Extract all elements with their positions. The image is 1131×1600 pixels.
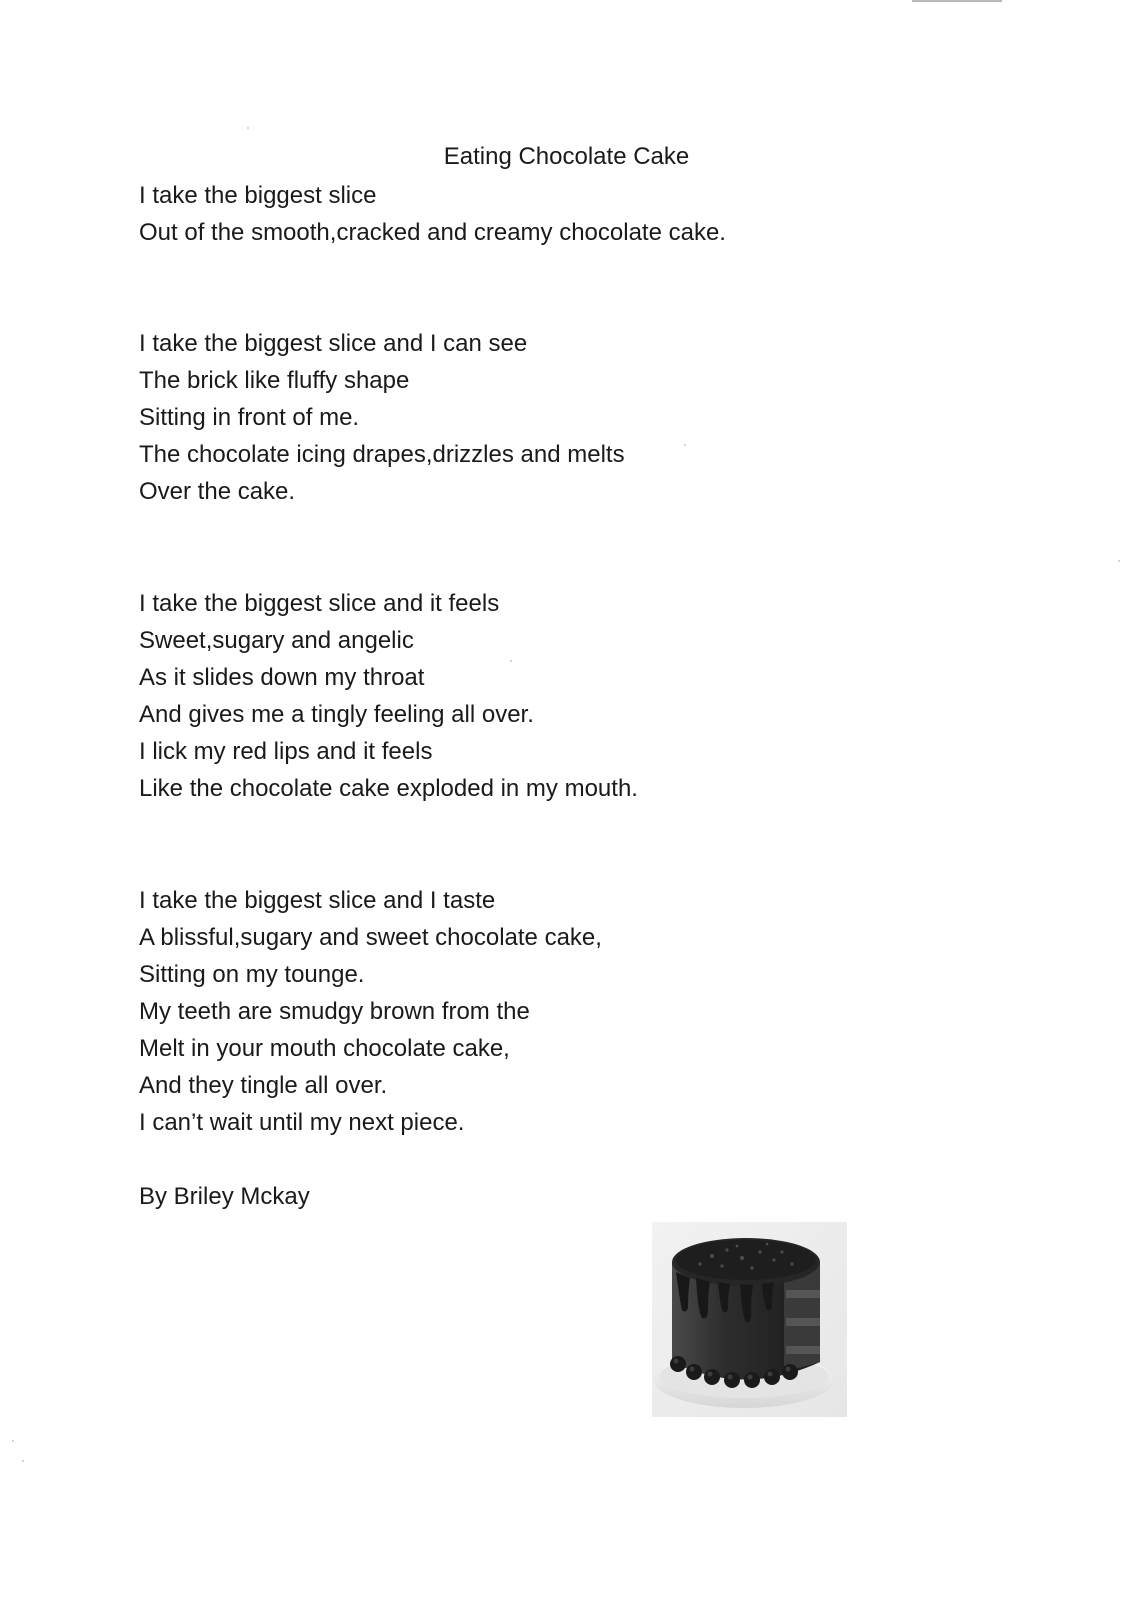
poem-line: Out of the smooth,cracked and creamy chocolate cake. bbox=[139, 219, 726, 246]
poem-line: And they tingle all over. bbox=[139, 1072, 388, 1099]
poem-line: Sitting in front of me. bbox=[139, 404, 360, 431]
poem-stanza-1 bbox=[139, 177, 899, 251]
poem-line: The brick like fluffy shape bbox=[139, 367, 410, 394]
scan-speck bbox=[22, 1460, 24, 1462]
poem-line: My teeth are smudgy brown from the bbox=[139, 998, 530, 1025]
scan-speck bbox=[1118, 560, 1120, 562]
poem-line: The chocolate icing drapes,drizzles and melts bbox=[139, 441, 625, 468]
poem-stanza-3 bbox=[139, 585, 899, 807]
poem-title: Eating Chocolate Cake bbox=[443, 143, 690, 170]
poem-author: By Briley Mckay bbox=[139, 1183, 310, 1210]
poem-line: I take the biggest slice and I can see bbox=[139, 330, 528, 357]
scan-speck bbox=[12, 1440, 14, 1442]
poem-line: I take the biggest slice bbox=[139, 182, 377, 209]
poem-line: A blissful,sugary and sweet chocolate cake, bbox=[139, 924, 602, 951]
poem-stanza-2 bbox=[139, 325, 899, 510]
poem-line: As it slides down my throat bbox=[139, 664, 425, 691]
scan-speck bbox=[247, 127, 249, 129]
poem-line: I take the biggest slice and I taste bbox=[139, 887, 496, 914]
scan-edge-line bbox=[912, 0, 1002, 2]
poem-line: Like the chocolate cake exploded in my mouth. bbox=[139, 775, 638, 802]
poem-line: Melt in your mouth chocolate cake, bbox=[139, 1035, 510, 1062]
poem-line: I lick my red lips and it feels bbox=[139, 738, 433, 765]
poem-line: Sweet,sugary and angelic bbox=[139, 627, 414, 654]
poem-line: And gives me a tingly feeling all over. bbox=[139, 701, 534, 728]
chocolate-cake-photo bbox=[652, 1222, 847, 1417]
poem-stanza-4 bbox=[139, 882, 899, 1141]
poem-line: Over the cake. bbox=[139, 478, 296, 505]
poem-line: I can’t wait until my next piece. bbox=[139, 1109, 465, 1136]
poem-line: Sitting on my tounge. bbox=[139, 961, 365, 988]
poem-line: I take the biggest slice and it feels bbox=[139, 590, 500, 617]
